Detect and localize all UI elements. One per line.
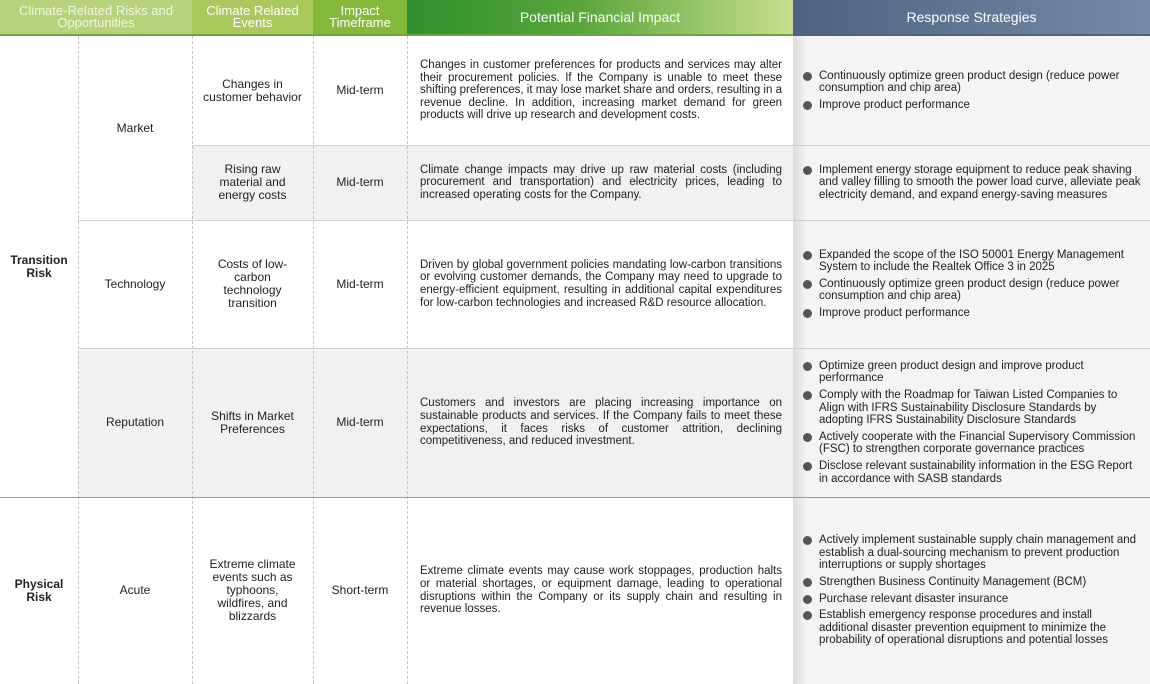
impact-row-3: Driven by global government policies mandating low-carbon transitions or evolving customer demands, the Company may need to upgrade to energy-efficient equipment, resulting in additional capital expenditures for low-carbon technologies and increased R&D resource allocation. <box>420 258 782 309</box>
timeframe-row-4: Mid-term <box>336 415 384 429</box>
bullet-icon <box>803 611 812 620</box>
bullet-icon <box>803 391 812 400</box>
list-item: Expanded the scope of the ISO 50001 Energy Management System to include the Realtek Office 3 in 2025 <box>803 249 1143 274</box>
column-divider <box>407 36 408 684</box>
event-low-carbon-transition: Costs of low-carbon technology transition <box>217 257 288 310</box>
bullet-icon <box>803 578 812 587</box>
impact-row-5: Extreme climate events may cause work stoppages, production halts or material shortages, or equipment damage, leading to operational disruptions within the Company or its supply chain and resulting in revenue losses. <box>420 565 782 616</box>
list-item: Purchase relevant disaster insurance <box>803 593 1143 606</box>
bullet-icon <box>803 280 812 289</box>
timeframe-row-3: Mid-term <box>336 276 384 291</box>
header-impact-timeframe: Impact Timeframe <box>313 0 407 34</box>
timeframe-row-2: Mid-term <box>336 175 384 189</box>
list-item: Strengthen Business Continuity Management (BCM) <box>803 576 1143 589</box>
list-item: Comply with the Roadmap for Taiwan Listed Companies to Align with IFRS Sustainability Disclosure Standards by adopting IFRS Sustainability Disclosure Standards <box>803 389 1143 427</box>
list-item: Optimize green product design and improve product performance <box>803 360 1143 385</box>
header-financial-impact: Potential Financial Impact <box>407 0 793 34</box>
list-item: Actively cooperate with the Financial Supervisory Commission (FSC) to strengthen corporate governance practices <box>803 431 1143 456</box>
list-item: Disclose relevant sustainability information in the ESG Report in accordance with SASB standards <box>803 460 1143 485</box>
impact-row-4: Customers and investors are placing increasing importance on sustainable products and services. If the Company fails to meet these expectations, it faces risks of customer attrition, declining competitiveness, and reduced investment. <box>420 397 782 448</box>
bullet-icon <box>803 166 812 175</box>
bullet-icon <box>803 462 812 471</box>
list-item: Continuously optimize green product design (reduce power consumption and chip area) <box>803 278 1143 303</box>
strategies-row-1 <box>803 36 1143 145</box>
group-physical-risk: Physical Risk <box>14 576 64 604</box>
category-technology: Technology <box>104 276 166 291</box>
group-transition-risk: Transition Risk <box>10 252 68 280</box>
event-market-preferences: Shifts in Market Preferences <box>211 408 294 436</box>
event-customer-behavior: Changes in customer behavior <box>203 76 302 104</box>
event-raw-material-costs: Rising raw material and energy costs <box>218 162 287 202</box>
bullet-icon <box>803 72 812 81</box>
impact-row-1: Changes in customer preferences for products and services may alter their procurement policies. If the Company is unable to meet these shifting preferences, it may lose market share and orders, resulting in a revenue decline. In addition, increasing market demand for green products will drive up research and development costs. <box>420 59 782 122</box>
event-extreme-climate: Extreme climate events such as typhoons, wildfires, and blizzards <box>209 557 296 623</box>
list-item: Improve product performance <box>803 99 1143 112</box>
list-item: Implement energy storage equipment to reduce peak shaving and valley filling to smooth the power load curve, alleviate peak electricity demand, and expand energy-saving measures <box>803 164 1143 202</box>
bullet-icon <box>803 251 812 260</box>
list-item: Actively implement sustainable supply chain management and establish a dual-sourcing mechanism to prevent production interruptions or supply shortages <box>803 534 1143 572</box>
bullet-icon <box>803 362 812 371</box>
bullet-icon <box>803 101 812 110</box>
list-item: Improve product performance <box>803 307 1143 320</box>
bullet-icon <box>803 309 812 318</box>
strategies-row-2 <box>803 145 1143 220</box>
list-item: Establish emergency response procedures and install additional disaster prevention equipment to minimize the probability of operational disruptions and potential losses <box>803 609 1143 647</box>
category-market: Market <box>116 120 154 135</box>
bullet-icon <box>803 433 812 442</box>
header-climate-events: Climate Related Events <box>192 0 313 34</box>
strategies-row-3 <box>803 220 1143 348</box>
bullet-icon <box>803 595 812 604</box>
bullet-icon <box>803 536 812 545</box>
timeframe-row-5: Short-term <box>331 583 389 597</box>
strategies-row-5 <box>803 497 1143 684</box>
strategies-row-4 <box>803 348 1143 497</box>
header-response-strategies: Response Strategies <box>793 0 1150 34</box>
category-acute: Acute <box>119 583 151 597</box>
list-item: Continuously optimize green product design (reduce power consumption and chip area) <box>803 70 1143 95</box>
impact-row-2: Climate change impacts may drive up raw material costs (including procurement and transportation) and electricity prices, leading to increased operating costs for the Company. <box>420 163 782 201</box>
category-reputation: Reputation <box>105 415 165 429</box>
timeframe-row-1: Mid-term <box>336 83 384 97</box>
header-risks-opportunities: Climate-Related Risks and Opportunities <box>0 0 192 34</box>
